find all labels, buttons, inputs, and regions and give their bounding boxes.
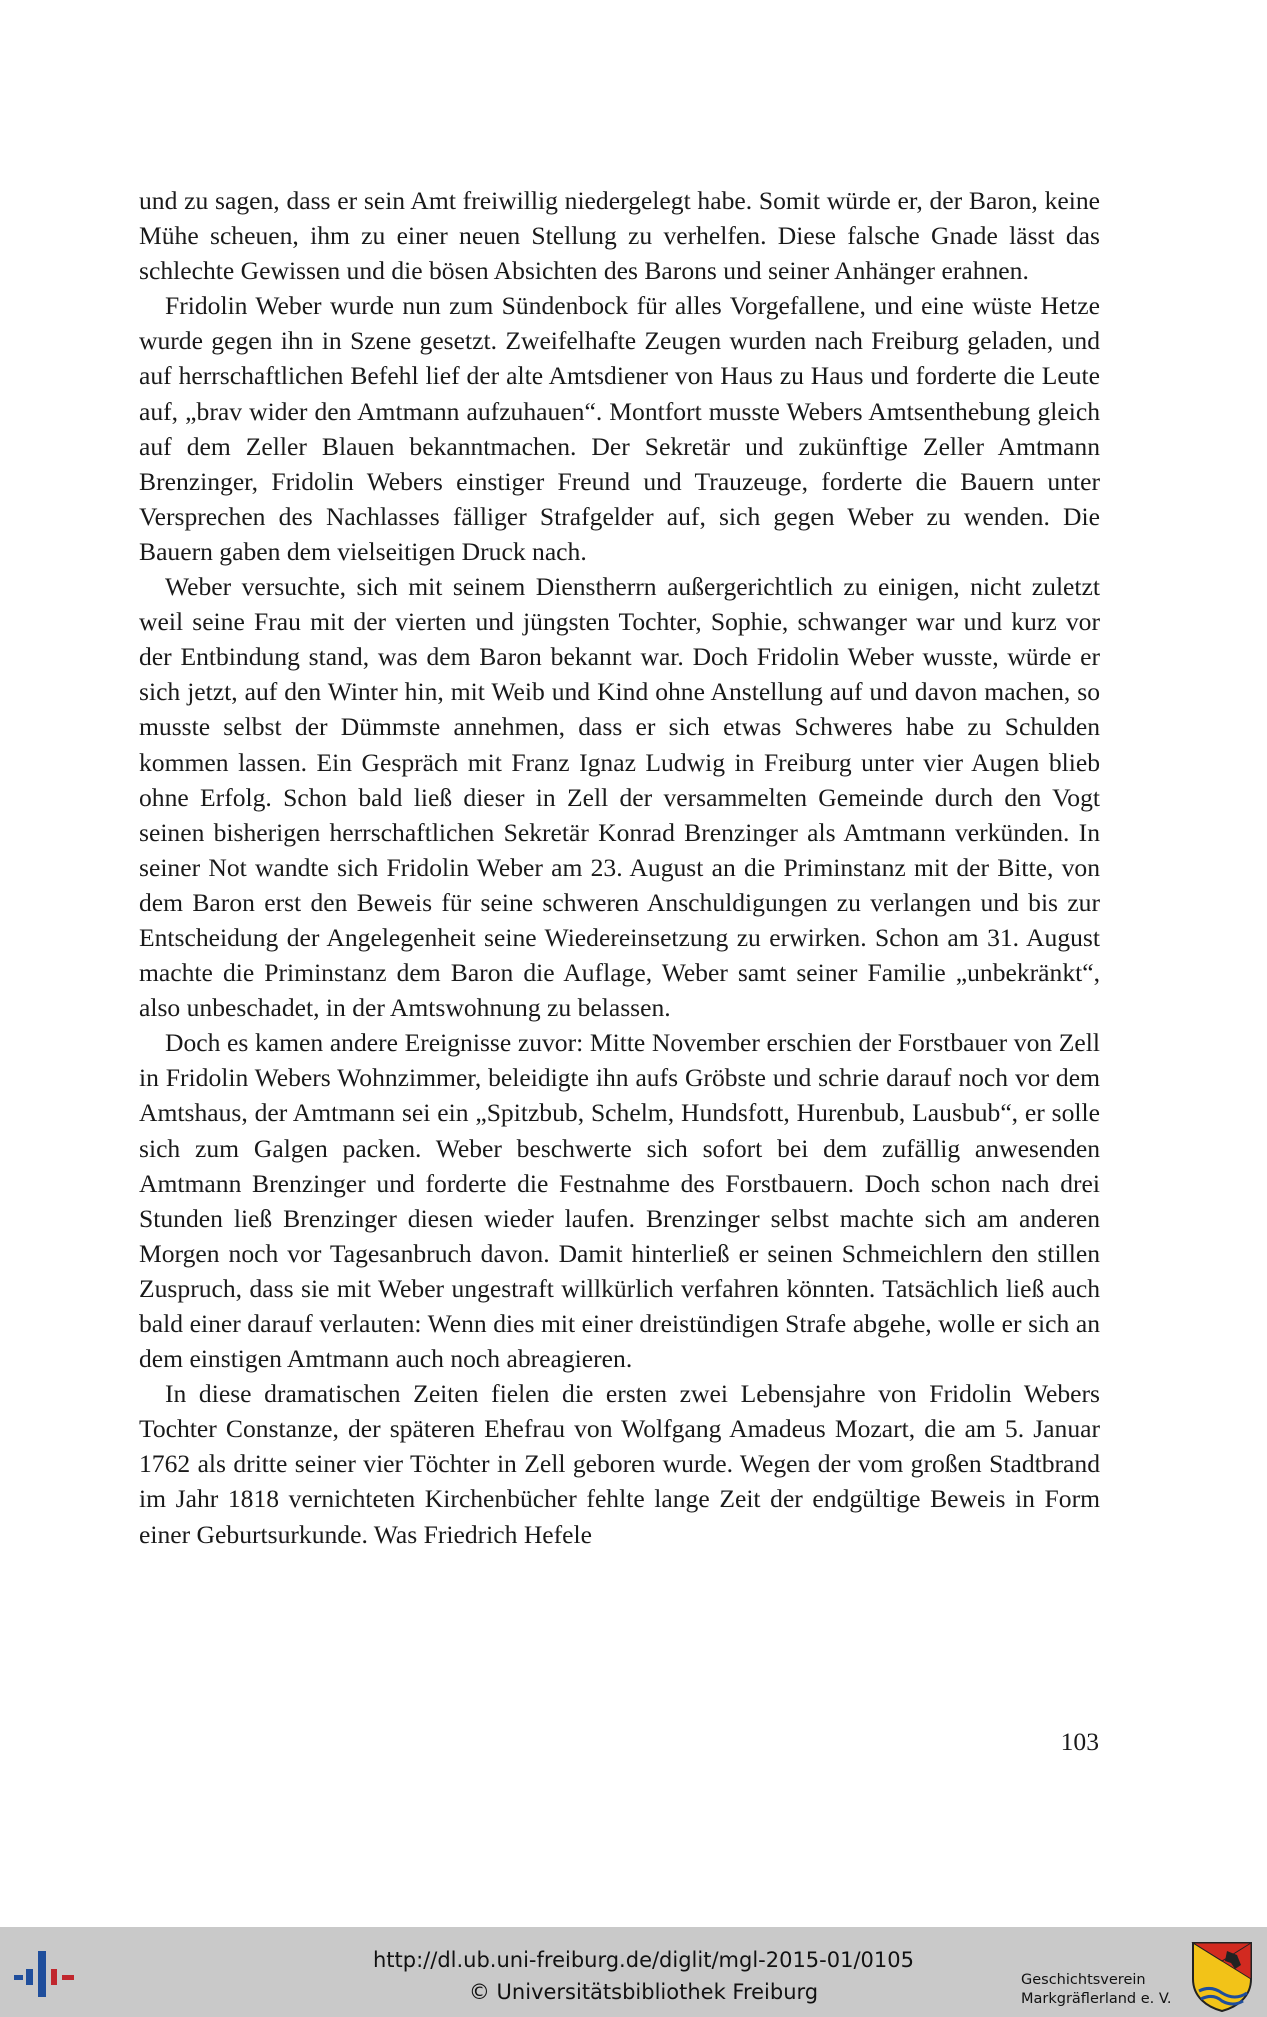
- paragraph-2: Fridolin Weber wurde nun zum Sündenbock für alles Vorgefallene, und eine wüste Hetze wurde gegen ihn in Szene gesetzt. Zweifelhafte Zeugen wurden nach Freiburg geladen, und auf herrschaftlichen Befehl lief der alte Amtsdiener von Haus zu Haus und forderte die Leute auf, „brav wider den Amtmann aufzuhauen“. Montfort musste Webers Amtsenthebung gleich auf dem Zeller Blauen bekanntmachen. Der Sekretär und zukünftige Zeller Amtmann Brenzinger, Fridolin Webers einstiger Freund und Trauzeuge, forderte die Bauern unter Versprechen des Nachlasses fälliger Strafgelder auf, sich gegen Weber zu wenden. Die Bauern gaben dem vielseitigen Druck nach.: [139, 291, 1100, 566]
- society-name: [1021, 1971, 1172, 2009]
- paragraph-4: Doch es kamen andere Ereignisse zuvor: Mitte November erschien der Forstbauer von Zell in Fridolin Webers Wohnzimmer, beleidigte ihn aufs Gröbste und schrie darauf noch vor dem Amtshaus, der Amtmann sei ein „Spitzbub, Schelm, Hundsfott, Hurenbub, Lausbub“, er solle sich zum Galgen packen. Weber beschwerte sich sofort bei dem zufällig anwesenden Amtmann Brenzinger und forderte die Festnahme des Forstbauern. Doch schon nach drei Stunden ließ Brenzinger diesen wieder laufen. Brenzinger selbst machte sich am anderen Morgen noch vor Tagesanbruch davon. Damit hinterließ er seinen Schmeichlern den stillen Zuspruch, dass sie mit Weber ungestraft willkürlich verfahren könnten. Tatsächlich ließ auch bald einer darauf verlauten: Wenn dies mit einer dreistündigen Strafe abgehe, wolle er sich an dem einstigen Amtmann auch noch abreagieren.: [139, 1028, 1100, 1374]
- footer-url[interactable]: http://dl.ub.uni-freiburg.de/diglit/mgl-2015-01/0105: [372, 1948, 914, 1972]
- coat-of-arms-icon: [1191, 1941, 1253, 2013]
- paragraph-5: In diese dramatischen Zeiten fielen die ersten zwei Lebensjahre von Fridolin Webers Tochter Constanze, der späteren Ehefrau von Wolfgang Amadeus Mozart, die am 5. Januar 1762 als dritte seiner vier Töchter in Zell geboren wurde. Wegen der vom großen Stadtbrand im Jahr 1818 vernichteten Kirchenbücher fehlte lange Zeit der endgültige Beweis in Form einer Geburtsurkunde. Was Friedrich Hefele: [139, 1379, 1100, 1549]
- page-number: 103: [1060, 1727, 1099, 1756]
- society-line-2: Markgräflerland e. V.: [1021, 1991, 1172, 2007]
- footer-bar: [0, 1927, 1267, 2017]
- society-line-1: Geschichtsverein: [1021, 1972, 1146, 1988]
- footer-copyright: © Universitätsbibliothek Freiburg: [468, 1980, 819, 2004]
- page-body: [139, 183, 1100, 1552]
- paragraph-1: und zu sagen, dass er sein Amt freiwillig niedergelegt habe. Somit würde er, der Baron, keine Mühe scheuen, ihm zu einer neuen Stellung zu verhelfen. Diese falsche Gnade lässt das schlechte Gewissen und die bösen Absichten des Barons und seiner Anhänger erahnen.: [139, 186, 1100, 286]
- paragraph-3: Weber versuchte, sich mit seinem Dienstherrn außergerichtlich zu einigen, nicht zuletzt weil seine Frau mit der vierten und jüngsten Tochter, Sophie, schwanger war und kurz vor der Entbindung stand, was dem Baron bekannt war. Doch Fridolin Weber wusste, würde er sich jetzt, auf den Winter hin, mit Weib und Kind ohne Anstellung auf und davon machen, so musste selbst der Dümmste annehmen, dass er sich etwas Schweres habe zu Schulden kommen lassen. Ein Gespräch mit Franz Ignaz Ludwig in Freiburg unter vier Augen blieb ohne Erfolg. Schon bald ließ dieser in Zell der versammelten Gemeinde durch den Vogt seinen bisherigen herrschaftlichen Sekretär Konrad Brenzinger als Amtmann verkünden. In seiner Not wandte sich Fridolin Weber am 23. August an die Priminstanz mit der Bitte, von dem Baron erst den Beweis für seine schweren Anschuldigungen zu verlangen und bis zur Entscheidung der Angelegenheit seine Wiedereinsetzung zu erwirken. Schon am 31. August machte die Priminstanz dem Baron die Auflage, Weber samt seiner Familie „unbekränkt“, also unbeschadet, in der Amtswohnung zu belassen.: [139, 572, 1100, 1023]
